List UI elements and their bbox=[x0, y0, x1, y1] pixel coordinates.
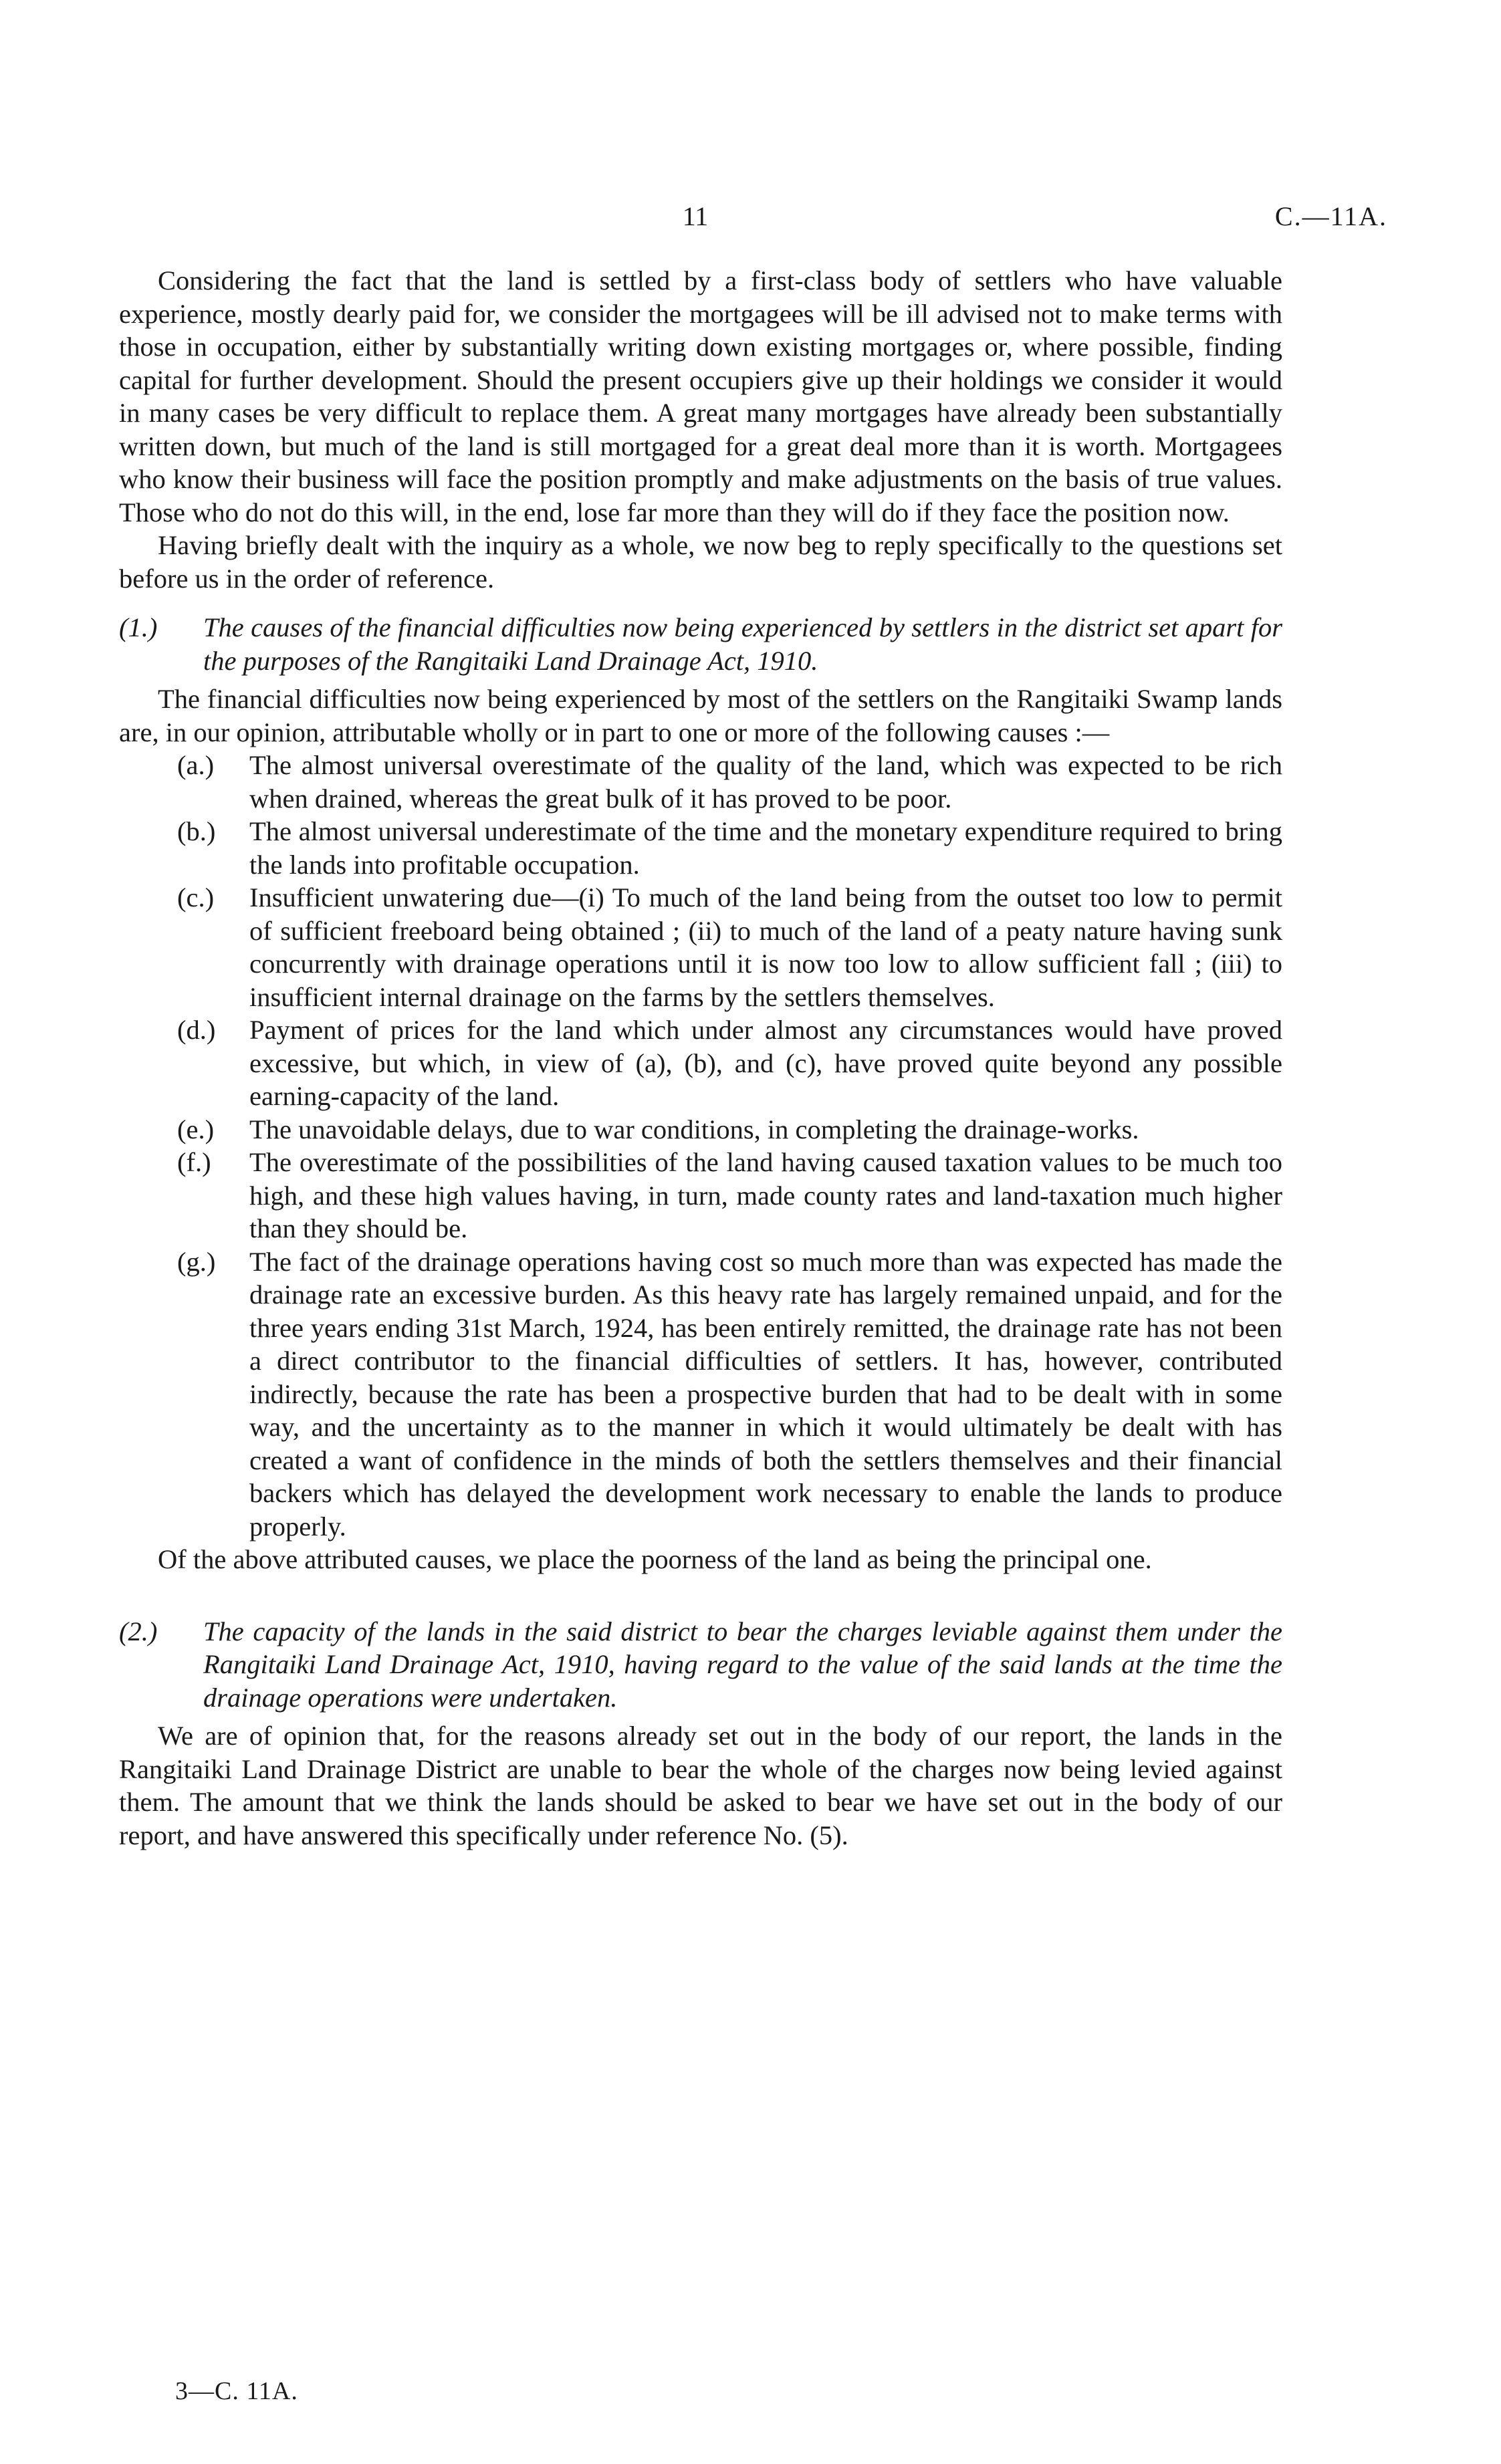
question-2-answer: We are of opinion that, for the reasons already set out in the body of our report, the lands in the Rangitaiki Land Drainage District are unable to bear the whole of the charges now being levied against them. The amount that we think the lands should be asked to bear we have set out in the body of our report, and have answered this specifically under reference No. (5). bbox=[119, 1721, 1282, 1850]
page-number: 11 bbox=[682, 201, 709, 231]
question-1-text: The causes of the financial difficulties now being experienced by settlers in the district set apart for the purposes of the Rangitaiki Land Drainage Act, 1910. bbox=[203, 612, 1282, 676]
question-2-heading bbox=[119, 1615, 1282, 1715]
document-body bbox=[119, 264, 1282, 1852]
cause-letter: (e.) bbox=[177, 1114, 215, 1144]
cause-item-b bbox=[177, 815, 1282, 881]
cause-letter: (d.) bbox=[177, 1015, 216, 1045]
cause-text: The almost universal underestimate of the time and the monetary expenditure required to bring the lands into profitable occupation. bbox=[249, 816, 1282, 880]
cause-text: The almost universal overestimate of the quality of the land, which was expected to be rich when drained, whereas the great bulk of it has proved to be poor. bbox=[249, 750, 1282, 814]
cause-text: The overestimate of the possibilities of the land having caused taxation values to be much too high, and these high values having, in turn, made county rates and land-taxation much higher than they should be. bbox=[249, 1147, 1282, 1243]
cause-item-e bbox=[177, 1113, 1282, 1146]
page-footer-signature: 3—C. 11A. bbox=[175, 2377, 298, 2405]
cause-letter: (c.) bbox=[177, 882, 215, 912]
cause-text: Payment of prices for the land which under almost any circumstances would have proved excessive, but which, in view of (a), (b), and (c), have proved quite beyond any possible earning-capacity of the land. bbox=[249, 1015, 1282, 1111]
question-1-conclusion: Of the above attributed causes, we place the poorness of the land as being the principal one. bbox=[158, 1544, 1152, 1574]
cause-letter: (a.) bbox=[177, 750, 215, 780]
causes-list bbox=[119, 749, 1282, 1543]
cause-text: The unavoidable delays, due to war conditions, in completing the drainage-works. bbox=[249, 1114, 1139, 1144]
cause-item-a bbox=[177, 749, 1282, 815]
question-2-number: (2.) bbox=[119, 1616, 158, 1646]
page-header bbox=[0, 201, 1501, 241]
document-code: C.—11A. bbox=[1274, 201, 1387, 231]
cause-item-f bbox=[177, 1146, 1282, 1245]
paragraph-mortgagees: Considering the fact that the land is settled by a first-class body of settlers who have valuable experience, mostly dearly paid for, we consider the mortgagees will be ill advised not to make terms with those in occupation, either by substantially writing down existing mortgages or, where possible, finding capital for further development. Should the present occupiers give up their holdings we consider it would in many cases be very difficult to replace them. A great many mortgages have already been substantially written down, but much of the land is still mortgaged for a great deal more than it is worth. Mortgagees who know their business will face the position promptly and make adjustments on the basis of true values. Those who do not do this will, in the end, lose far more than they will do if they face the position now. bbox=[119, 265, 1282, 527]
cause-letter: (g.) bbox=[177, 1246, 216, 1277]
cause-item-g bbox=[177, 1245, 1282, 1544]
question-1-number: (1.) bbox=[119, 612, 158, 642]
cause-item-d bbox=[177, 1013, 1282, 1113]
paragraph-inquiry-summary: Having briefly dealt with the inquiry as a whole, we now beg to reply specifically to the questions set before us in the order of reference. bbox=[119, 530, 1282, 594]
cause-letter: (b.) bbox=[177, 816, 216, 846]
question-2-text: The capacity of the lands in the said district to bear the charges leviable against them under the Rangitaiki Land Drainage Act, 1910, having regard to the value of the said lands at the time the drainage operations were undertaken. bbox=[203, 1616, 1282, 1713]
cause-item-c bbox=[177, 881, 1282, 1013]
cause-text: The fact of the drainage operations having cost so much more than was expected has made the drainage rate an excessive burden. As this heavy rate has largely remained unpaid, and for the three years ending 31st March, 1924, has been entirely remitted, the drainage rate has not been a direct contributor to the financial difficulties of settlers. It has, however, contributed indirectly, because the rate has been a prospective burden that had to be dealt with in some way, and the uncertainty as to the manner in which it would ultimately be dealt with has created a want of confidence in the minds of both the settlers themselves and their financial backers which has delayed the development work necessary to enable the lands to produce properly. bbox=[249, 1246, 1282, 1542]
question-1-heading bbox=[119, 611, 1282, 677]
question-1-intro: The financial difficulties now being experienced by most of the settlers on the Rangitaiki Swamp lands are, in our opinion, attributable wholly or in part to one or more of the following causes :— bbox=[119, 684, 1282, 747]
cause-text: Insufficient unwatering due—(i) To much of the land being from the outset too low to permit of sufficient freeboard being obtained ; (ii) to much of the land of a peaty nature having sunk concurrently with drainage operations until it is now too low to allow sufficient fall ; (iii) to insufficient internal drainage on the farms by the settlers themselves. bbox=[249, 882, 1282, 1012]
cause-letter: (f.) bbox=[177, 1147, 211, 1177]
